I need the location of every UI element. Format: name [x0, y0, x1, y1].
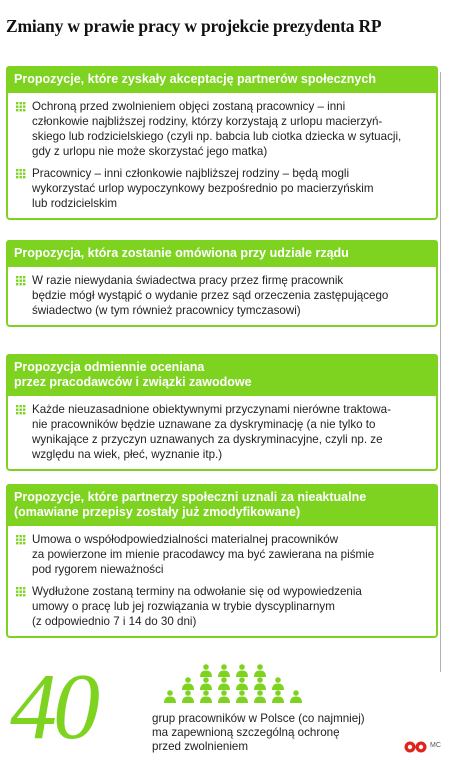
section-proposal-government-discussion — [6, 240, 438, 327]
list-item-line: członkowie najbliższej rodziny, którzy korzystają z urlopu macierzyń- — [32, 115, 383, 128]
section-heading-line: Propozycja, która zostanie omówiona przy udziale rządu — [14, 246, 349, 260]
list-item — [16, 584, 428, 629]
list-item-text — [32, 99, 401, 159]
grid-bullet-icon — [16, 169, 26, 179]
person-icon — [218, 690, 230, 703]
person-icon — [254, 690, 266, 703]
list-item-line: będzie mógł wystąpić o wydanie przez sąd orzeczenia zastępującego — [32, 289, 389, 302]
fold-line — [440, 72, 441, 672]
person-icon — [200, 690, 212, 703]
grid-bullet-icon — [16, 102, 26, 112]
person-icon — [200, 664, 212, 677]
list-item-line: gdy z urlopu nie może skorzystać jego matka) — [32, 145, 268, 158]
list-item-line: Każde nieuzasadnione obiektywnymi przyczynami nierówne traktowa- — [32, 403, 391, 416]
section-body — [6, 267, 438, 327]
list-item-line: Pracownicy – inni członkowie najbliższej rodziny – będą mogli — [32, 167, 350, 180]
list-item-line: świadectwo (w tym również pracownicy tymczasowi) — [32, 304, 301, 317]
page-title: Zmiany w prawie pracy w projekcie prezydenta RP — [6, 16, 382, 36]
footer-caption — [152, 712, 412, 754]
list-item-line: umowy o pracę lub jej rozwiązania w trybie dyscyplinarnym — [32, 600, 335, 613]
section-heading-line: Propozycje, które zyskały akceptację partnerów społecznych — [14, 72, 376, 86]
list-item-line: za powierzone im mienie pracodawcy ma być zawierana na piśmie — [32, 548, 375, 561]
person-icon — [236, 690, 248, 703]
list-item-text — [32, 402, 391, 462]
section-heading-line: Propozycje, które partnerzy społeczni uznali za nieaktualne — [14, 490, 367, 504]
person-icon — [272, 690, 284, 703]
person-icon — [272, 677, 284, 690]
section-heading — [6, 66, 438, 93]
person-icon — [254, 664, 266, 677]
list-item-line: (z odpowiednio 7 i 14 do 30 dni) — [32, 615, 197, 628]
person-icon — [290, 690, 302, 703]
credit-label: MC — [430, 742, 441, 749]
section-proposal-divided-opinion — [6, 354, 438, 471]
list-item-text — [32, 532, 374, 577]
section-body — [6, 526, 438, 638]
list-item-line: względu na wiek, płeć, wyznanie itp.) — [32, 448, 223, 461]
section-heading-line: przez pracodawców i związki zawodowe — [14, 375, 252, 389]
list-item-line: pod rygorem nieważności — [32, 563, 164, 576]
person-icon — [182, 690, 194, 703]
section-outdated-proposals — [6, 484, 438, 638]
list-item-line: Wydłużone zostaną terminy na odwołanie się od wypowiedzenia — [32, 585, 362, 598]
list-item-line: Ochroną przed zwolnieniem objęci zostaną pracownicy – inni — [32, 100, 346, 113]
person-icon — [164, 690, 176, 703]
section-accepted-proposals — [6, 66, 438, 220]
list-item — [16, 273, 428, 318]
big-number: 40 — [10, 655, 96, 759]
section-heading-line: Propozycja odmiennie oceniana — [14, 360, 205, 374]
list-item-line: Umowa o współodpowiedzialności materialnej pracowników — [32, 533, 339, 546]
grid-bullet-icon — [16, 276, 26, 286]
list-item-text — [32, 273, 388, 318]
grid-bullet-icon — [16, 405, 26, 415]
section-heading — [6, 484, 438, 526]
person-icon — [218, 677, 230, 690]
list-item — [16, 99, 428, 159]
list-item-line: nie pracowników będzie uznawane za dyskryminację (a nie tylko to — [32, 418, 376, 431]
person-icon — [236, 664, 248, 677]
list-item-line: skiego lub rodzicielskiego (czyli np. babcia lub ciotka dziecka w sytuacji, — [32, 130, 402, 143]
section-body — [6, 93, 438, 220]
grid-bullet-icon — [16, 587, 26, 597]
footer-caption-line: ma zapewnioną szczególną ochronę — [152, 726, 340, 739]
section-body — [6, 396, 438, 471]
section-heading — [6, 240, 438, 267]
people-icon-group — [160, 664, 400, 706]
list-item-line: wynikające z przyczyn uznawanych za dyskryminacyjne, czyli np. ze — [32, 433, 383, 446]
person-icon — [182, 677, 194, 690]
list-item-text — [32, 166, 374, 211]
list-item-line: W razie niewydania świadectwa pracy przez firmę pracownik — [32, 274, 344, 287]
list-item-line: lub rodzicielskim — [32, 197, 118, 210]
list-item — [16, 166, 428, 211]
person-icon — [254, 677, 266, 690]
grid-bullet-icon — [16, 535, 26, 545]
list-item-line: wykorzystać urlop wypoczynkowy bezpośrednio po macierzyńskim — [32, 182, 374, 195]
footer-caption-line: grup pracowników w Polsce (co najmniej) — [152, 712, 365, 725]
section-heading — [6, 354, 438, 396]
person-icon — [218, 664, 230, 677]
list-item — [16, 532, 428, 577]
list-item — [16, 402, 428, 462]
list-item-text — [32, 584, 362, 629]
person-icon — [200, 677, 212, 690]
section-heading-line: (omawiane przepisy zostały już zmodyfikowane) — [14, 505, 301, 519]
publisher-logo-icon — [404, 740, 428, 754]
person-icon — [236, 677, 248, 690]
footer-caption-line: przed zwolnieniem — [152, 740, 249, 753]
